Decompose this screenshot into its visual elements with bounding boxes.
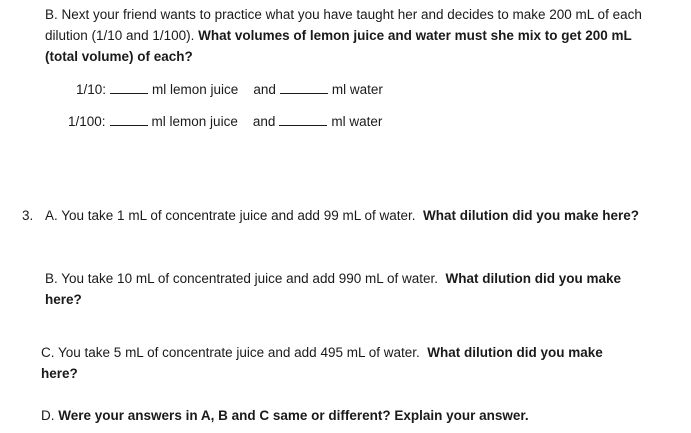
question-3b-prompt: What dilution did you make here? — [45, 271, 622, 307]
question-3a-prompt: What dilution did you make here? — [423, 208, 640, 223]
water-label: ml water — [331, 82, 383, 97]
row-label: 1/100: — [68, 114, 106, 129]
and-label: and — [253, 82, 276, 97]
water-blank[interactable] — [280, 79, 328, 94]
question-3d-prompt: Were your answers in A, B and C same or different? Explain your answer. — [58, 408, 529, 423]
answer-row-1-100 — [68, 111, 382, 132]
water-blank[interactable] — [279, 111, 327, 126]
question-3a-text: A. You take 1 mL of concentrate juice and add 99 mL of water. — [45, 208, 416, 223]
question-3c-text: C. You take 5 mL of concentrate juice and add 495 mL of water. — [41, 345, 420, 360]
answer-row-1-10 — [76, 79, 383, 100]
lemon-label: ml lemon juice — [151, 114, 238, 129]
part-b-text: B. Next your friend wants to practice what you have taught her and decides to make 200 mL of each dilution (1/10 and 1/100). — [45, 7, 642, 43]
lemon-label: ml lemon juice — [152, 82, 239, 97]
question-3c-prompt: What dilution did you make here? — [41, 345, 603, 381]
question-3c — [41, 342, 631, 384]
question-3a — [45, 205, 655, 226]
part-b-question: What volumes of lemon juice and water must she mix to get 200 mL (total volume) of each? — [45, 28, 632, 64]
lemon-blank[interactable] — [110, 79, 148, 94]
row-label: 1/10: — [76, 82, 107, 97]
and-label: and — [252, 114, 276, 129]
question-3d-label: D. — [41, 408, 55, 423]
question-3b — [45, 268, 645, 310]
lemon-blank[interactable] — [110, 111, 148, 126]
question-3b-text: B. You take 10 mL of concentrated juice and add 990 mL of water. — [45, 271, 439, 286]
part-b-paragraph — [45, 4, 645, 67]
question-3d — [41, 405, 661, 426]
water-label: ml water — [331, 114, 383, 129]
question-number: 3. — [22, 208, 34, 223]
